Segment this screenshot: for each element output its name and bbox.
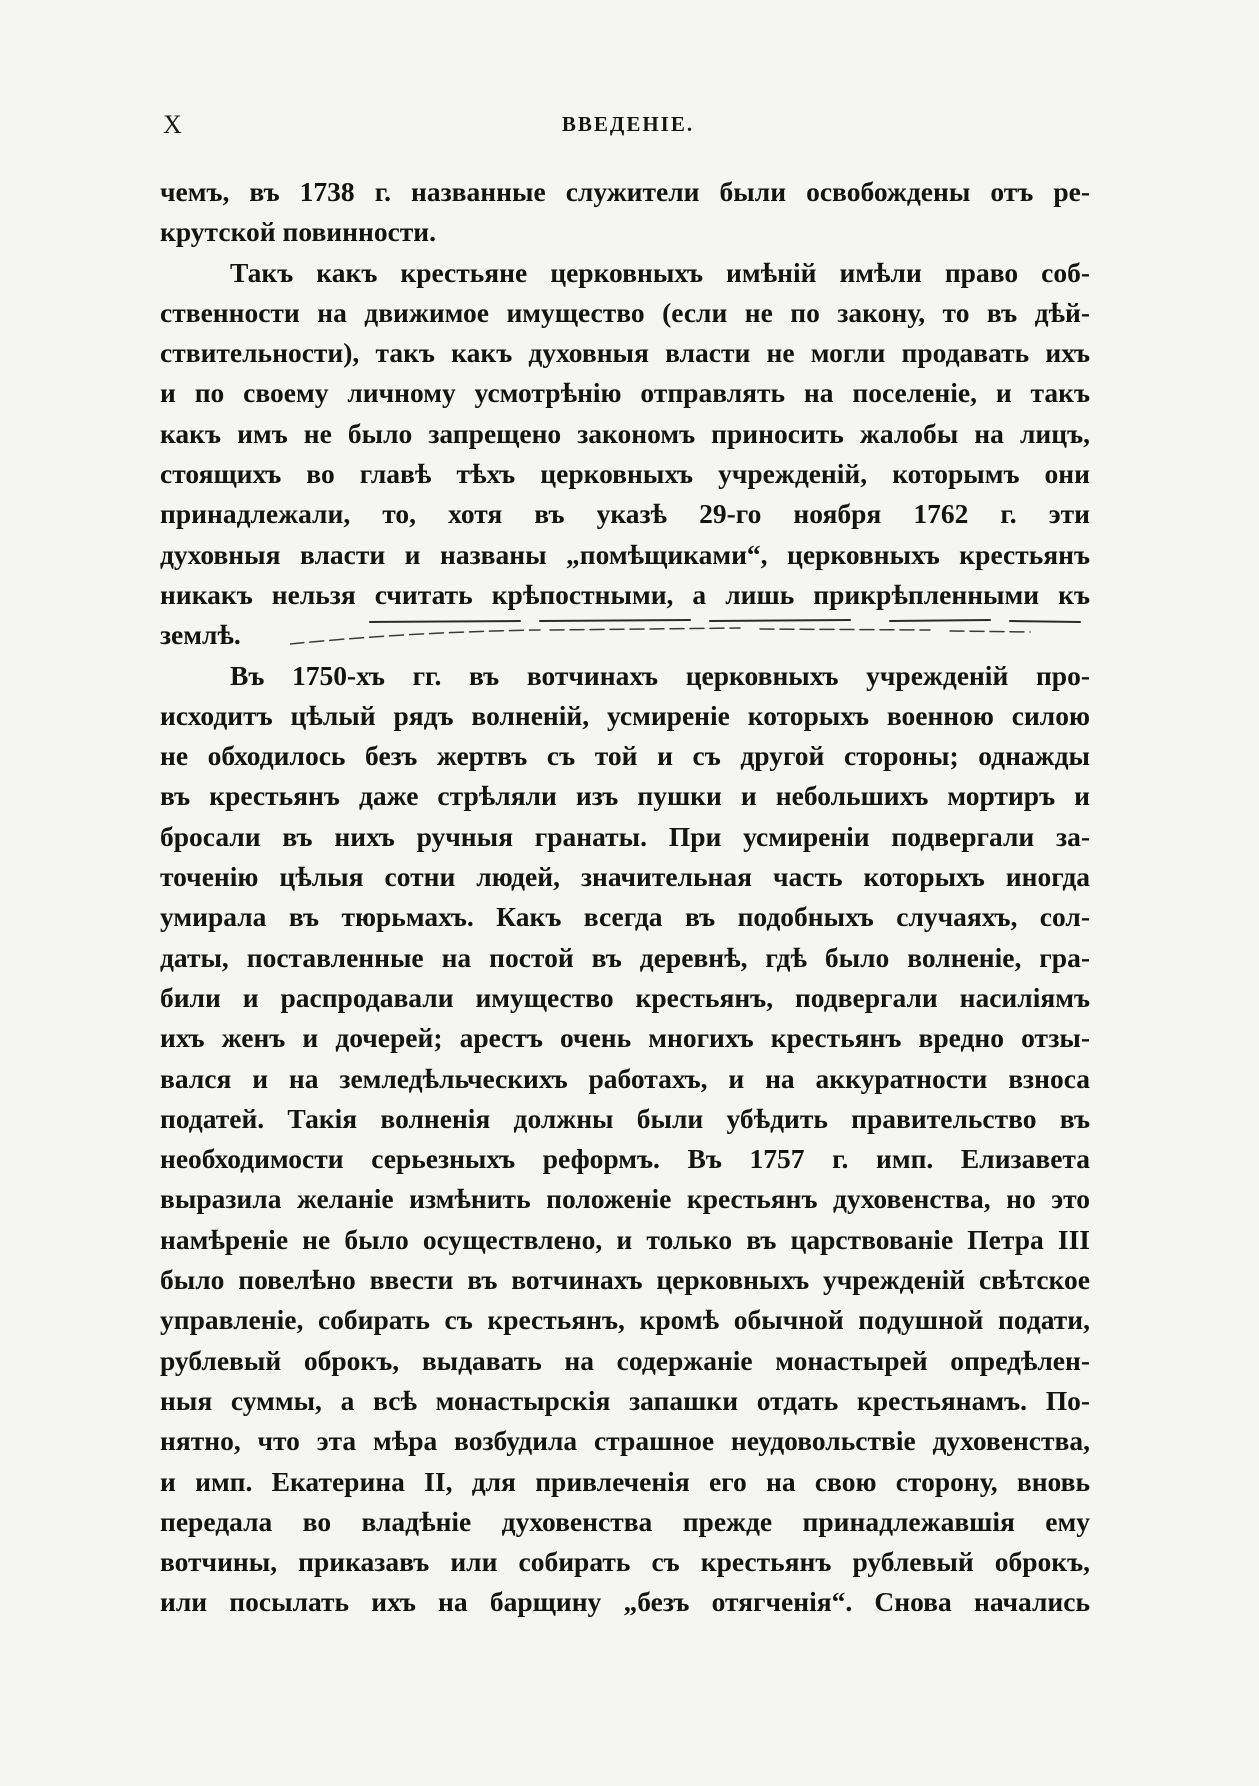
text-line: было повелѣно ввести въ вотчинахъ церковныхъ учрежденій свѣтское: [160, 1264, 1090, 1296]
text-line: и по своему личному усмотрѣнію отправлять на поселеніе, и такъ: [160, 377, 1090, 409]
text-line: даты, поставленные на постой въ деревнѣ, гдѣ было волненіе, гра-: [160, 941, 1090, 973]
text-line: или посылать ихъ на барщину „безъ отягченія“. Снова начались: [160, 1586, 1090, 1618]
text-line: рублевый оброкъ, выдавать на содержаніе монастырей опредѣлен-: [160, 1344, 1090, 1376]
text-line: землѣ.: [160, 619, 241, 651]
text-line: ствительности), такъ какъ духовныя власти не могли продавать ихъ: [160, 337, 1090, 369]
text-line: управленіе, собирать съ крестьянъ, кромѣ обычной подушной подати,: [160, 1304, 1090, 1336]
text-line: не обходилось безъ жертвъ съ той и съ другой стороны; однажды: [160, 740, 1090, 772]
text-line: какъ имъ не было запрещено закономъ приносить жалобы на лицъ,: [160, 417, 1090, 449]
page-header: [163, 110, 1093, 150]
text-line: вался и на земледѣльческихъ работахъ, и на аккуратности взноса: [160, 1062, 1090, 1094]
text-line: нятно, что эта мѣра возбудила страшное неудовольствіе духовенства,: [160, 1425, 1090, 1457]
text-line: необходимости серьезныхъ реформъ. Въ 1757 г. имп. Елизавета: [160, 1143, 1090, 1175]
text-line: Такъ какъ крестьяне церковныхъ имѣній имѣли право соб-: [230, 256, 1090, 288]
page-number: X: [163, 110, 183, 139]
text-line: духовныя власти и названы „помѣщиками“, церковныхъ крестьянъ: [160, 538, 1090, 570]
text-line: выразила желаніе измѣнить положеніе крестьянъ духовенства, но это: [160, 1183, 1090, 1215]
text-line: намѣреніе не было осуществлено, и только въ царствованіе Петра III: [160, 1223, 1090, 1255]
text-line: ныя суммы, а всѣ монастырскія запашки отдать крестьянамъ. По-: [160, 1384, 1090, 1416]
text-line: чемъ, въ 1738 г. названные служители были освобождены отъ ре-: [160, 176, 1090, 207]
text-line: били и распродавали имущество крестьянъ, подвергали насиліямъ: [160, 981, 1090, 1013]
text-line: ственности на движимое имущество (если не по закону, то въ дѣй-: [160, 296, 1090, 328]
running-head: ВВЕДЕНІЕ.: [561, 112, 695, 136]
text-line: въ крестьянъ даже стрѣляли изъ пушки и небольшихъ мортиръ и: [160, 780, 1090, 812]
pencil-underline-mark: [290, 618, 1090, 648]
text-line: точенію цѣлыя сотни людей, значительная часть которыхъ иногда: [160, 861, 1090, 893]
text-line: стоящихъ во главѣ тѣхъ церковныхъ учрежденій, которымъ они: [160, 458, 1090, 490]
text-line: передала во владѣніе духовенства прежде принадлежавшія ему: [160, 1505, 1090, 1537]
body-text: [160, 172, 1090, 1623]
text-line: никакъ нельзя считать крѣпостными, а лишь прикрѣпленными къ: [160, 578, 1090, 610]
text-line: бросали въ нихъ ручныя гранаты. При усмиреніи подвергали за-: [160, 820, 1090, 852]
text-line: крутской повинности.: [160, 216, 437, 248]
text-line: вотчины, приказавъ или собирать съ крестьянъ рублевый оброкъ,: [160, 1546, 1090, 1578]
text-line: умирала въ тюрьмахъ. Какъ всегда въ подобныхъ случаяхъ, сол-: [160, 901, 1090, 933]
text-line: податей. Такія волненія должны были убѣдить правительство въ: [160, 1102, 1090, 1134]
text-line: ихъ женъ и дочерей; арестъ очень многихъ крестьянъ вредно отзы-: [160, 1022, 1090, 1054]
text-line: исходитъ цѣлый рядъ волненій, усмиреніе которыхъ военною силою: [160, 699, 1090, 731]
text-line: принадлежали, то, хотя въ указѣ 29-го ноября 1762 г. эти: [160, 498, 1090, 530]
text-line: и имп. Екатерина II, для привлеченія его на свою сторону, вновь: [160, 1465, 1090, 1497]
text-line: Въ 1750-хъ гг. въ вотчинахъ церковныхъ учрежденій про-: [230, 659, 1090, 691]
